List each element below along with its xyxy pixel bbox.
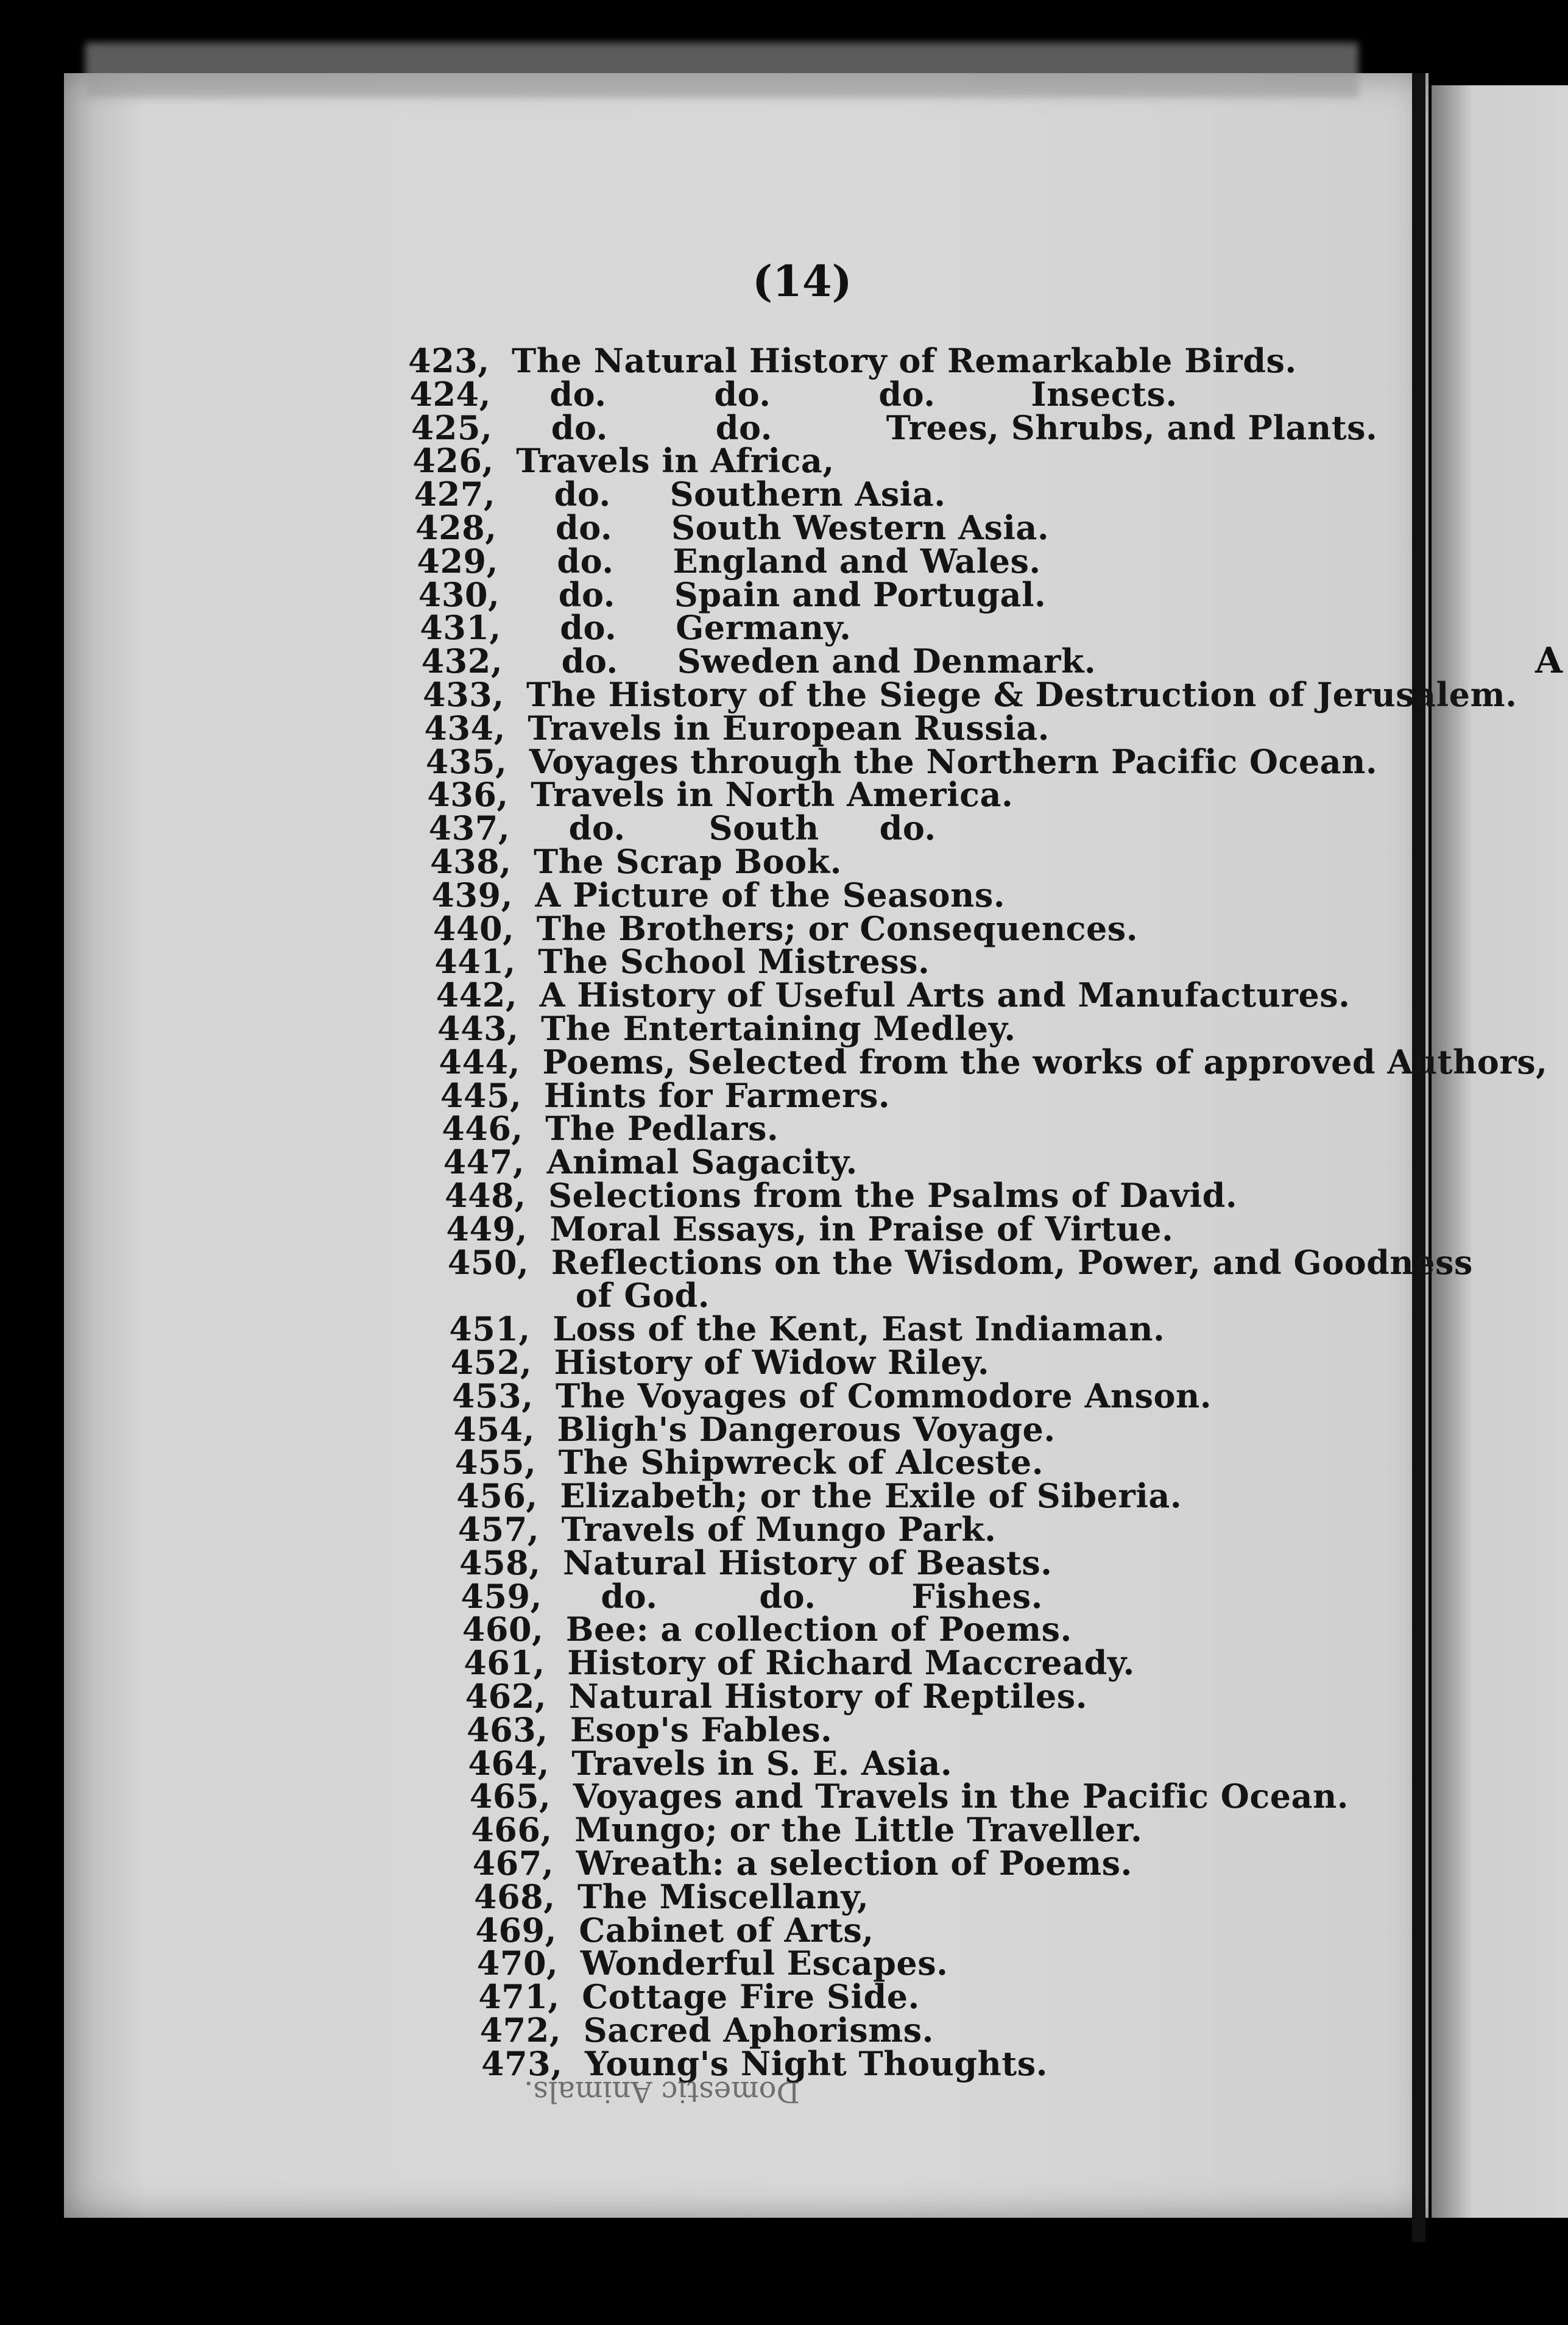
- entry-number: 441,: [434, 942, 516, 982]
- show-through-text: Domestic Animals.: [524, 2075, 800, 2109]
- entry-number: 456,: [456, 1476, 538, 1516]
- entry-column: South Western Asia.: [671, 508, 1050, 547]
- entry-title: Bligh's Dangerous Voyage.: [557, 1409, 1056, 1449]
- entry-title: Animal Sagacity.: [546, 1142, 858, 1182]
- entry-title: The Brothers; or Consequences.: [536, 908, 1139, 948]
- entry-number: 468,: [474, 1877, 556, 1916]
- entry-title: The Entertaining Medley.: [541, 1009, 1016, 1048]
- entry-column: Germany.: [676, 608, 852, 648]
- entry-number: 428,: [415, 508, 497, 547]
- entry-number: 440,: [433, 908, 515, 948]
- entry-number: 467,: [472, 1844, 554, 1883]
- entry-title: Young's Night Thoughts.: [585, 2044, 1048, 2083]
- entry-title: History of Widow Riley.: [554, 1343, 990, 1382]
- entry-title: Voyages through the Northern Pacific Ocean.: [529, 741, 1378, 781]
- entry-column: Spain and Portugal.: [674, 575, 1047, 614]
- entry-number: 430,: [418, 575, 500, 614]
- entry-number: 461,: [464, 1643, 545, 1683]
- entry-number: 454,: [453, 1409, 535, 1449]
- entry-title: The School Mistress.: [538, 942, 930, 982]
- entry-title: The Miscellany,: [577, 1877, 869, 1916]
- page-number: (14): [752, 256, 852, 306]
- entry-column: Sweden and Denmark.: [677, 642, 1097, 681]
- entry-number: 439,: [431, 875, 513, 915]
- entry-number: 473,: [481, 2044, 563, 2083]
- entry-title: Travels of Mungo Park.: [561, 1510, 997, 1549]
- entry-number: 429,: [417, 541, 498, 581]
- entry-column: Trees, Shrubs, and Plants.: [886, 408, 1378, 447]
- entry-number: 449,: [446, 1209, 528, 1248]
- entry-continuation: of God.: [575, 1276, 710, 1315]
- entry-title: Wonderful Escapes.: [580, 1944, 948, 1983]
- entry-column: do.: [549, 374, 607, 414]
- entry-title: The Voyages of Commodore Anson.: [556, 1376, 1212, 1415]
- entry-number: 470,: [476, 1944, 559, 1983]
- catalog-entry: [481, 2044, 1048, 2083]
- entry-column: do.: [551, 408, 608, 447]
- entry-title: Cabinet of Arts,: [579, 1910, 874, 1950]
- entry-title: A Picture of the Seasons.: [535, 875, 1006, 915]
- entry-number: 447,: [443, 1142, 525, 1182]
- entry-number: 448,: [445, 1176, 526, 1215]
- entry-number: 431,: [420, 608, 501, 648]
- entry-title: Travels in Africa,: [516, 441, 835, 481]
- entry-number: 464,: [468, 1743, 549, 1783]
- entry-column: do.: [714, 374, 771, 414]
- entry-title: The Pedlars.: [545, 1109, 779, 1148]
- entry-number: 472,: [479, 2011, 562, 2050]
- entry-number: 433,: [423, 675, 504, 714]
- entry-title: Bee: a collection of Poems.: [565, 1610, 1072, 1649]
- entry-title: History of Richard Maccready.: [567, 1643, 1135, 1683]
- entry-number: 434,: [424, 708, 506, 748]
- entry-number: 425,: [411, 408, 493, 447]
- entry-number: 459,: [461, 1576, 542, 1616]
- entry-number: 463,: [467, 1710, 548, 1749]
- entry-title: Wreath: a selection of Poems.: [576, 1844, 1132, 1883]
- entry-title: Mungo; or the Little Traveller.: [574, 1810, 1143, 1850]
- entry-title: The Scrap Book.: [534, 842, 842, 881]
- entry-number: 458,: [459, 1543, 541, 1582]
- entry-column: England and Wales.: [673, 541, 1041, 581]
- entry-number: 435,: [425, 741, 507, 781]
- entry-number: 436,: [427, 775, 509, 815]
- entry-title: Cottage Fire Side.: [582, 1977, 920, 2017]
- entry-title: Travels in European Russia.: [528, 708, 1050, 748]
- entry-number: 424,: [409, 374, 491, 414]
- entry-number: 460,: [462, 1610, 544, 1649]
- entry-title: Poems, Selected from the works of approved Authors,: [542, 1042, 1548, 1081]
- entry-title: Natural History of Reptiles.: [568, 1677, 1087, 1716]
- entry-column: Fishes.: [911, 1576, 1043, 1616]
- entry-number: 457,: [457, 1510, 540, 1549]
- entry-title: Travels in S. E. Asia.: [571, 1743, 953, 1783]
- entry-column: do.: [561, 642, 618, 681]
- entry-column: do.: [557, 541, 614, 581]
- entry-title: Natural History of Beasts.: [563, 1543, 1053, 1582]
- entry-title: Moral Essays, in Praise of Virtue.: [549, 1209, 1174, 1248]
- entry-column: do.: [715, 408, 772, 447]
- entry-number: 469,: [475, 1910, 557, 1950]
- entry-column: do.: [878, 374, 936, 414]
- entry-title: Sacred Aphorisms.: [583, 2011, 934, 2050]
- entry-title: Elizabeth; or the Exile of Siberia.: [560, 1476, 1182, 1516]
- entry-number: 450,: [447, 1242, 529, 1282]
- entry-title: The Shipwreck of Alceste.: [558, 1443, 1044, 1482]
- entry-title: Selections from the Psalms of David.: [548, 1176, 1238, 1215]
- entry-column: South: [708, 809, 819, 848]
- entry-number: 471,: [478, 1977, 560, 2017]
- entry-title: Voyages and Travels in the Pacific Ocean.: [573, 1777, 1349, 1816]
- entry-number: 455,: [454, 1443, 537, 1482]
- entry-column: do.: [554, 475, 611, 514]
- entry-number: 432,: [421, 642, 503, 681]
- entry-number: 426,: [412, 441, 494, 481]
- entry-column: do.: [558, 575, 615, 614]
- entry-number: 437,: [428, 809, 510, 848]
- entry-number: 427,: [414, 475, 496, 514]
- entry-title: A History of Useful Arts and Manufactures.: [539, 975, 1351, 1015]
- entry-column: do.: [601, 1576, 658, 1616]
- facing-page-letter: A: [1535, 640, 1563, 681]
- entry-column: Southern Asia.: [669, 475, 946, 514]
- entry-title: Esop's Fables.: [570, 1710, 833, 1749]
- entry-number: 453,: [452, 1376, 534, 1415]
- entry-number: 465,: [469, 1777, 551, 1816]
- entry-column: Insects.: [1031, 374, 1178, 414]
- entry-number: 444,: [439, 1042, 520, 1081]
- entry-number: 451,: [449, 1309, 531, 1349]
- entry-title: Hints for Farmers.: [543, 1075, 891, 1115]
- entry-number: 442,: [436, 975, 518, 1015]
- entry-number: 466,: [471, 1810, 553, 1850]
- entry-number: 445,: [440, 1075, 522, 1115]
- entry-title: The Natural History of Remarkable Birds.: [512, 341, 1297, 380]
- entry-number: 438,: [430, 842, 512, 881]
- entry-title: The History of the Siege & Destruction of Jerusalem.: [526, 675, 1517, 714]
- entry-column: do.: [879, 809, 936, 848]
- entry-column: do.: [556, 508, 613, 547]
- entry-number: 452,: [450, 1343, 532, 1382]
- entry-number: 443,: [437, 1009, 519, 1048]
- entry-number: 423,: [408, 341, 490, 380]
- entry-number: 446,: [442, 1109, 523, 1148]
- entry-number: 462,: [465, 1677, 547, 1716]
- entry-column: do.: [560, 608, 617, 648]
- entry-title: Reflections on the Wisdom, Power, and Goodness: [551, 1242, 1473, 1282]
- entry-title: Travels in North America.: [531, 775, 1014, 815]
- entry-column: do.: [759, 1576, 816, 1616]
- entry-title: Loss of the Kent, East Indiaman.: [553, 1309, 1165, 1349]
- entry-column: do.: [568, 809, 626, 848]
